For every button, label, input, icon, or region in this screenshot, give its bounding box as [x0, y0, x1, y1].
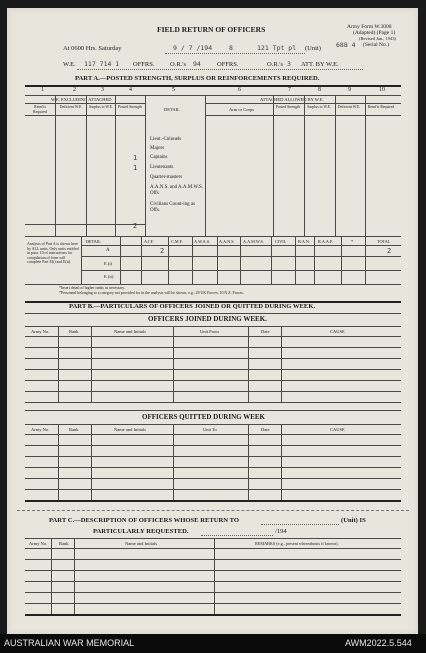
offrs-label-2: OFFRS. — [217, 61, 239, 68]
att-label: ATT. BY W.E. — [301, 61, 339, 68]
part-a-title: PART A.—POSTED STRENGTH, SURPLUS OR REINFORCEMENTS REQUIRED. — [75, 75, 320, 82]
serial-value: 688 4 — [336, 41, 356, 49]
total-value: 2 — [387, 247, 392, 255]
date-value: 9 / 7 /194 — [173, 44, 213, 52]
footer-bar — [0, 634, 426, 653]
part-c-unit-is: (Unit) IS — [341, 517, 366, 524]
quitted-title: OFFICERS QUITTED DURING WEEK — [142, 413, 265, 421]
footnote-2: *Personnel belonging to a category not provided for in the analysis will be shown, e.g., 29 UK Forces; 10 N.Z. Forces. — [59, 291, 244, 295]
or-value: 94 — [193, 60, 201, 68]
army-form-number: Army Form W.3008 — [347, 24, 392, 30]
revised-label: (Revised Jan., 1943) — [359, 36, 396, 41]
we-label: W.E. — [63, 61, 76, 68]
lieutenants-posted: 1 — [133, 164, 138, 172]
form-title: FIELD RETURN OF OFFICERS — [157, 25, 266, 34]
at-hours-label: At 0600 Hrs. Saturday — [63, 45, 122, 52]
adapted-label: (Adapted) (Page 1) — [353, 30, 396, 36]
attached-header: ATTACHED ALLOWED BY W.E. — [260, 97, 324, 102]
total-posted: 2 — [133, 222, 138, 230]
part-b-title: PART B.—PARTICULARS OF OFFICERS JOINED OR QUITTED DURING WEEK. — [69, 303, 316, 310]
offrs-label: OFFRS. — [133, 61, 155, 68]
footer-id: AWM2022.5.544 — [345, 638, 412, 648]
unit-label: (Unit) — [305, 45, 321, 52]
year-digit: 8 — [229, 44, 233, 52]
we-value: 117 714 1 — [84, 60, 120, 68]
or-label: O.R.'s — [170, 61, 186, 68]
or-label-2: O.R.'s — [267, 61, 283, 68]
form-page: FIELD RETURN OF OFFICERS Army Form W.3008 (Adapted) (Page 1) (Revised Jan., 1943) 688 4 (Serial No.) At 0600 Hrs. Saturday 9 / 7 /194 8 121 Tpt pl (Unit) W.E. 117 714 1 OFFRS. O.R.'s 94 OFFRS. O.R.'s 3 ATT. BY W.E. PART A.—POSTED STRENGTH, SURPLUS OR REINFORCEMENTS REQUIRED. 1 2 3 4 5 6 7 8 9 10 W.E. EXCLUDING ATTACHED ATTACHED ALLOWED BY W.E. Reinf'ts Required Deficient W.E. Surplus to W.E. Posted Strength DETAIL Arm or Corps Posted Strength Surplus to W.E. Deficient W.E. Reinf'ts Required Lieut.-Colonels Majors Captains Lieutenants Quarter-masters A.A.N.S. and A.A.M.W.S. Offs Civilians Count-ing as Offs. 1 1 2 Analysis of Part A is shown here by ALL units. Only units entitled in para. 10 of instructions for compilation of form will complete Part E(i) and E(ii). DETAIL A.I.F. C.M.F. A.W.A.S. A.A.N.S. A.A.M.W.S. CIVIL B.A.N. R.A.A.F. * TOTAL A 2 2 E.(i) E.(ii) *Insert detail of higher ranks as necessary. *Personnel belonging to a category not provided for in the analysis will be shown, e.g., 29 UK Forces; 10 N.Z. Forces. PART B.—PARTICULARS OF OFFICERS JOINED OR QUITTED DURING WEEK. OFFICERS JOINED DURING WEEK. Army No. Rank Name and Initials Unit From Date CAUSE OFFICERS QUITTED DURING WEEK Army No. Rank Name and Initials Unit To Date CAUSE PART C.—DESCRIPTION OF OFFICERS WHOSE RETURN TO (Unit) IS PARTICULARLY REQUESTED. /194 Army No. Rank Name and Initials REMARKS (e.g., present whereabouts if known). — [7, 8, 418, 634]
footer-source: AUSTRALIAN WAR MEMORIAL — [4, 638, 135, 648]
aif-value: 2 — [160, 247, 165, 255]
part-c-requested: PARTICULARLY REQUESTED. — [93, 528, 189, 535]
analysis-note: Analysis of Part A is shown here by ALL units. Only units entitled in para. 10 of instructions for compilation of form will complete Part E(i) and E(ii). — [27, 242, 79, 265]
part-c-title: PART C.—DESCRIPTION OF OFFICERS WHOSE RETURN TO — [49, 517, 239, 524]
footnote-1: *Insert detail of higher ranks as necessary. — [59, 286, 125, 290]
part-c-date: /194 — [275, 528, 287, 535]
offrs-value-2: 3 — [287, 60, 291, 68]
we-excluding-header: W.E. EXCLUDING ATTACHED — [51, 97, 112, 102]
detail-header: DETAIL — [164, 107, 180, 112]
joined-title: OFFICERS JOINED DURING WEEK. — [148, 315, 267, 323]
captains-posted: 1 — [133, 154, 138, 162]
arm-header: Arm or Corps — [229, 107, 254, 112]
unit-value: 121 Tpt pl — [257, 44, 297, 52]
serial-label: (Serial No.) — [363, 42, 389, 48]
